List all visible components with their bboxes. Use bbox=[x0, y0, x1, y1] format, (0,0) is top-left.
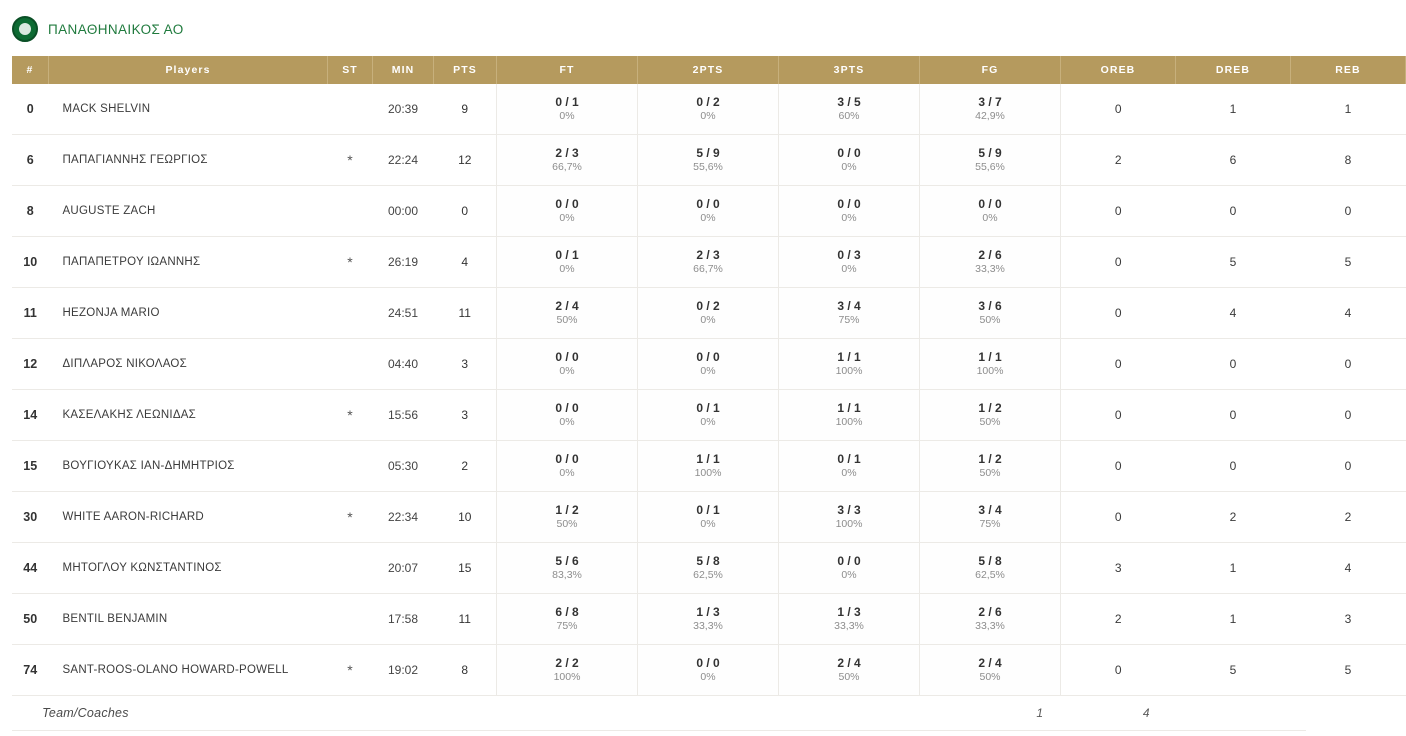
player-name[interactable]: ΜΗΤΟΓΛΟΥ ΚΩΝΣΤΑΝΤΙΝΟΣ bbox=[49, 543, 328, 594]
player-3pts-made: 3 / 3 bbox=[837, 503, 861, 518]
player-3pts-made: 0 / 3 bbox=[837, 248, 861, 263]
player-ft bbox=[497, 645, 638, 696]
column-header-dreb[interactable]: DREB bbox=[1176, 56, 1291, 84]
player-dreb: 6 bbox=[1176, 135, 1291, 186]
player-fg-pct: 100% bbox=[976, 365, 1004, 378]
player-dreb: 0 bbox=[1176, 186, 1291, 237]
player-oreb: 2 bbox=[1061, 135, 1176, 186]
player-number: 30 bbox=[12, 492, 49, 543]
table-row[interactable] bbox=[12, 390, 1406, 441]
player-starter-flag bbox=[328, 288, 373, 339]
player-2pts bbox=[638, 594, 779, 645]
player-fg bbox=[920, 339, 1061, 390]
footer-3pts bbox=[721, 696, 854, 731]
table-header-row bbox=[12, 56, 1406, 84]
player-starter-flag: * bbox=[328, 390, 373, 441]
player-fg bbox=[920, 645, 1061, 696]
player-points: 3 bbox=[434, 339, 497, 390]
player-2pts-pct: 62,5% bbox=[693, 569, 723, 582]
player-fg-pct: 42,9% bbox=[975, 110, 1005, 123]
player-fg-pct: 75% bbox=[979, 518, 1001, 531]
player-fg-pct: 62,5% bbox=[975, 569, 1005, 582]
player-name[interactable]: SANT-ROOS-OLANO HOWARD-POWELL bbox=[49, 645, 328, 696]
player-3pts-made: 1 / 1 bbox=[837, 401, 861, 416]
player-ft bbox=[497, 543, 638, 594]
column-header-oreb[interactable]: OREB bbox=[1061, 56, 1176, 84]
player-starter-flag: * bbox=[328, 645, 373, 696]
player-ft-pct: 50% bbox=[556, 314, 578, 327]
player-2pts-pct: 0% bbox=[700, 212, 716, 225]
table-row[interactable] bbox=[12, 441, 1406, 492]
player-starter-flag bbox=[328, 84, 373, 135]
player-2pts-made: 5 / 8 bbox=[696, 554, 720, 569]
player-starter-flag bbox=[328, 441, 373, 492]
player-2pts-made: 2 / 3 bbox=[696, 248, 720, 263]
player-fg-made: 1 / 1 bbox=[978, 350, 1002, 365]
player-fg bbox=[920, 492, 1061, 543]
player-fg-pct: 0% bbox=[982, 212, 998, 225]
player-points: 11 bbox=[434, 594, 497, 645]
player-3pts-pct: 100% bbox=[835, 518, 863, 531]
player-2pts-made: 0 / 0 bbox=[696, 197, 720, 212]
player-name[interactable]: ΠΑΠΑΓΙΑΝΝΗΣ ΓΕΩΡΓΙΟΣ bbox=[49, 135, 328, 186]
player-2pts-pct: 0% bbox=[700, 314, 716, 327]
player-fg bbox=[920, 543, 1061, 594]
column-header-st[interactable]: ST bbox=[328, 56, 373, 84]
player-2pts bbox=[638, 492, 779, 543]
player-reb: 0 bbox=[1291, 441, 1406, 492]
player-number: 8 bbox=[12, 186, 49, 237]
player-points: 10 bbox=[434, 492, 497, 543]
player-3pts bbox=[779, 594, 920, 645]
player-3pts-pct: 100% bbox=[835, 416, 863, 429]
player-fg-made: 5 / 9 bbox=[978, 146, 1002, 161]
player-2pts bbox=[638, 186, 779, 237]
player-name[interactable]: ΒΟΥΓΙΟΥΚΑΣ ΙΑΝ-ΔΗΜΗΤΡΙΟΣ bbox=[49, 441, 328, 492]
player-2pts bbox=[638, 84, 779, 135]
player-2pts-pct: 0% bbox=[700, 518, 716, 531]
player-fg-made: 1 / 2 bbox=[978, 401, 1002, 416]
player-points: 11 bbox=[434, 288, 497, 339]
player-2pts-made: 1 / 1 bbox=[696, 452, 720, 467]
player-3pts bbox=[779, 339, 920, 390]
player-ft bbox=[497, 390, 638, 441]
player-fg-pct: 33,3% bbox=[975, 263, 1005, 276]
player-name[interactable]: ΠΑΠΑΠΕΤΡΟΥ ΙΩΑΝΝΗΣ bbox=[49, 237, 328, 288]
player-2pts-pct: 0% bbox=[700, 110, 716, 123]
footer-dreb: 4 bbox=[1093, 696, 1199, 731]
player-3pts-made: 1 / 3 bbox=[837, 605, 861, 620]
player-fg bbox=[920, 135, 1061, 186]
player-3pts-pct: 100% bbox=[835, 365, 863, 378]
player-3pts-made: 3 / 4 bbox=[837, 299, 861, 314]
player-reb: 0 bbox=[1291, 339, 1406, 390]
player-oreb: 0 bbox=[1061, 441, 1176, 492]
player-reb: 4 bbox=[1291, 288, 1406, 339]
player-number: 11 bbox=[12, 288, 49, 339]
player-3pts-pct: 60% bbox=[838, 110, 860, 123]
player-reb: 8 bbox=[1291, 135, 1406, 186]
player-ft-pct: 0% bbox=[559, 416, 575, 429]
player-fg bbox=[920, 237, 1061, 288]
player-3pts-pct: 33,3% bbox=[834, 620, 864, 633]
player-fg-made: 2 / 6 bbox=[978, 248, 1002, 263]
player-2pts bbox=[638, 237, 779, 288]
player-name[interactable]: ΚΑΣΕΛΑΚΗΣ ΛΕΩΝΙΔΑΣ bbox=[49, 390, 328, 441]
player-ft-pct: 66,7% bbox=[552, 161, 582, 174]
player-2pts-made: 5 / 9 bbox=[696, 146, 720, 161]
player-2pts bbox=[638, 645, 779, 696]
player-ft-made: 0 / 0 bbox=[555, 452, 579, 467]
column-header-ft[interactable]: FT bbox=[497, 56, 638, 84]
player-ft-made: 0 / 1 bbox=[555, 248, 579, 263]
player-starter-flag bbox=[328, 186, 373, 237]
column-header-pts[interactable]: PTS bbox=[434, 56, 497, 84]
player-dreb: 1 bbox=[1176, 594, 1291, 645]
player-ft-pct: 0% bbox=[559, 467, 575, 480]
player-3pts bbox=[779, 288, 920, 339]
player-2pts bbox=[638, 135, 779, 186]
player-2pts-made: 0 / 2 bbox=[696, 95, 720, 110]
player-fg bbox=[920, 288, 1061, 339]
player-oreb: 0 bbox=[1061, 645, 1176, 696]
footer-reb bbox=[1199, 696, 1306, 731]
table-row[interactable] bbox=[12, 594, 1406, 645]
player-2pts bbox=[638, 339, 779, 390]
player-fg-made: 3 / 6 bbox=[978, 299, 1002, 314]
table-body bbox=[12, 84, 1406, 696]
player-oreb: 0 bbox=[1061, 390, 1176, 441]
player-oreb: 0 bbox=[1061, 492, 1176, 543]
player-fg-made: 2 / 4 bbox=[978, 656, 1002, 671]
player-3pts-made: 1 / 1 bbox=[837, 350, 861, 365]
player-minutes: 24:51 bbox=[373, 288, 434, 339]
footer-fg bbox=[854, 696, 987, 731]
footer-min bbox=[350, 696, 402, 731]
player-3pts-made: 3 / 5 bbox=[837, 95, 861, 110]
column-header-2pts[interactable]: 2PTS bbox=[638, 56, 779, 84]
team-coaches-label: Team/Coaches bbox=[40, 696, 313, 731]
player-points: 9 bbox=[434, 84, 497, 135]
player-fg-made: 3 / 7 bbox=[978, 95, 1002, 110]
footer-oreb: 1 bbox=[986, 696, 1092, 731]
player-ft-made: 1 / 2 bbox=[555, 503, 579, 518]
player-ft bbox=[497, 339, 638, 390]
player-fg-pct: 50% bbox=[979, 416, 1001, 429]
player-fg-made: 5 / 8 bbox=[978, 554, 1002, 569]
player-points: 2 bbox=[434, 441, 497, 492]
player-reb: 2 bbox=[1291, 492, 1406, 543]
player-dreb: 4 bbox=[1176, 288, 1291, 339]
player-starter-flag bbox=[328, 339, 373, 390]
player-name[interactable]: MACK SHELVIN bbox=[49, 84, 328, 135]
player-fg-made: 2 / 6 bbox=[978, 605, 1002, 620]
player-3pts bbox=[779, 441, 920, 492]
player-3pts-pct: 0% bbox=[841, 569, 857, 582]
player-minutes: 22:34 bbox=[373, 492, 434, 543]
player-ft-made: 6 / 8 bbox=[555, 605, 579, 620]
player-2pts-pct: 55,6% bbox=[693, 161, 723, 174]
player-number: 14 bbox=[12, 390, 49, 441]
player-2pts bbox=[638, 390, 779, 441]
column-header-fg[interactable]: FG bbox=[920, 56, 1061, 84]
player-number: 12 bbox=[12, 339, 49, 390]
player-2pts-pct: 0% bbox=[700, 416, 716, 429]
player-minutes: 05:30 bbox=[373, 441, 434, 492]
player-minutes: 17:58 bbox=[373, 594, 434, 645]
player-minutes: 20:07 bbox=[373, 543, 434, 594]
player-ft-made: 2 / 4 bbox=[555, 299, 579, 314]
player-points: 12 bbox=[434, 135, 497, 186]
player-minutes: 00:00 bbox=[373, 186, 434, 237]
team-coaches-table bbox=[12, 696, 1306, 731]
player-dreb: 2 bbox=[1176, 492, 1291, 543]
footer-ft bbox=[456, 696, 589, 731]
player-3pts bbox=[779, 135, 920, 186]
player-fg bbox=[920, 441, 1061, 492]
player-3pts-made: 0 / 1 bbox=[837, 452, 861, 467]
player-reb: 5 bbox=[1291, 645, 1406, 696]
column-header-min[interactable]: MIN bbox=[373, 56, 434, 84]
footer-spacer bbox=[12, 696, 40, 731]
player-ft bbox=[497, 492, 638, 543]
player-2pts bbox=[638, 543, 779, 594]
player-3pts bbox=[779, 186, 920, 237]
player-starter-flag bbox=[328, 594, 373, 645]
player-ft-pct: 83,3% bbox=[552, 569, 582, 582]
footer-2pts bbox=[589, 696, 722, 731]
footer-st bbox=[313, 696, 349, 731]
player-dreb: 1 bbox=[1176, 543, 1291, 594]
footer-pts bbox=[402, 696, 456, 731]
player-2pts bbox=[638, 288, 779, 339]
player-2pts-pct: 33,3% bbox=[693, 620, 723, 633]
player-reb: 4 bbox=[1291, 543, 1406, 594]
player-reb: 3 bbox=[1291, 594, 1406, 645]
player-name[interactable]: AUGUSTE ZACH bbox=[49, 186, 328, 237]
player-fg-pct: 55,6% bbox=[975, 161, 1005, 174]
player-minutes: 15:56 bbox=[373, 390, 434, 441]
player-3pts-made: 0 / 0 bbox=[837, 197, 861, 212]
player-ft-made: 2 / 2 bbox=[555, 656, 579, 671]
player-oreb: 0 bbox=[1061, 339, 1176, 390]
player-3pts-pct: 75% bbox=[838, 314, 860, 327]
player-number: 6 bbox=[12, 135, 49, 186]
team-coaches-row bbox=[12, 696, 1306, 731]
column-header-players[interactable]: Players bbox=[49, 56, 328, 84]
player-starter-flag: * bbox=[328, 237, 373, 288]
player-points: 8 bbox=[434, 645, 497, 696]
player-3pts-made: 0 / 0 bbox=[837, 146, 861, 161]
table-row[interactable] bbox=[12, 645, 1406, 696]
team-name: ΠΑΝΑΘΗΝΑΙΚΟΣ ΑΟ bbox=[48, 21, 184, 37]
player-3pts-pct: 0% bbox=[841, 212, 857, 225]
player-ft-pct: 75% bbox=[556, 620, 578, 633]
player-oreb: 3 bbox=[1061, 543, 1176, 594]
player-ft-made: 0 / 0 bbox=[555, 197, 579, 212]
player-number: 15 bbox=[12, 441, 49, 492]
player-3pts bbox=[779, 237, 920, 288]
player-points: 3 bbox=[434, 390, 497, 441]
player-minutes: 04:40 bbox=[373, 339, 434, 390]
player-2pts bbox=[638, 441, 779, 492]
player-2pts-made: 0 / 1 bbox=[696, 401, 720, 416]
player-3pts-pct: 0% bbox=[841, 161, 857, 174]
player-ft-made: 0 / 0 bbox=[555, 401, 579, 416]
player-name[interactable]: BENTIL BENJAMIN bbox=[49, 594, 328, 645]
player-fg bbox=[920, 84, 1061, 135]
player-ft bbox=[497, 288, 638, 339]
player-minutes: 20:39 bbox=[373, 84, 434, 135]
player-dreb: 5 bbox=[1176, 645, 1291, 696]
player-3pts bbox=[779, 645, 920, 696]
player-minutes: 19:02 bbox=[373, 645, 434, 696]
player-2pts-made: 0 / 0 bbox=[696, 350, 720, 365]
player-ft bbox=[497, 84, 638, 135]
player-3pts-pct: 50% bbox=[838, 671, 860, 684]
player-fg-made: 3 / 4 bbox=[978, 503, 1002, 518]
player-ft-made: 0 / 0 bbox=[555, 350, 579, 365]
player-fg bbox=[920, 186, 1061, 237]
player-fg bbox=[920, 594, 1061, 645]
table-row[interactable] bbox=[12, 84, 1406, 135]
player-name[interactable]: ΔΙΠΛΑΡΟΣ ΝΙΚΟΛΑΟΣ bbox=[49, 339, 328, 390]
column-header-3pts[interactable]: 3PTS bbox=[779, 56, 920, 84]
column-header-reb[interactable]: REB bbox=[1291, 56, 1406, 84]
player-fg-pct: 50% bbox=[979, 671, 1001, 684]
player-oreb: 0 bbox=[1061, 186, 1176, 237]
player-ft-made: 2 / 3 bbox=[555, 146, 579, 161]
player-dreb: 0 bbox=[1176, 441, 1291, 492]
table-row[interactable] bbox=[12, 135, 1406, 186]
player-3pts bbox=[779, 543, 920, 594]
player-starter-flag: * bbox=[328, 492, 373, 543]
player-ft bbox=[497, 441, 638, 492]
column-header-number[interactable]: # bbox=[12, 56, 49, 84]
player-ft bbox=[497, 135, 638, 186]
player-oreb: 0 bbox=[1061, 288, 1176, 339]
player-dreb: 0 bbox=[1176, 339, 1291, 390]
player-fg-pct: 50% bbox=[979, 314, 1001, 327]
player-number: 10 bbox=[12, 237, 49, 288]
player-ft-pct: 0% bbox=[559, 365, 575, 378]
team-header bbox=[0, 0, 1318, 56]
player-reb: 5 bbox=[1291, 237, 1406, 288]
table-row[interactable] bbox=[12, 339, 1406, 390]
player-reb: 1 bbox=[1291, 84, 1406, 135]
player-fg-made: 0 / 0 bbox=[978, 197, 1002, 212]
table-row[interactable] bbox=[12, 543, 1406, 594]
player-3pts-pct: 0% bbox=[841, 467, 857, 480]
player-oreb: 0 bbox=[1061, 237, 1176, 288]
player-2pts-pct: 0% bbox=[700, 365, 716, 378]
player-ft bbox=[497, 186, 638, 237]
player-2pts-made: 0 / 1 bbox=[696, 503, 720, 518]
table-row[interactable] bbox=[12, 288, 1406, 339]
player-fg-pct: 50% bbox=[979, 467, 1001, 480]
player-minutes: 22:24 bbox=[373, 135, 434, 186]
boxscore-table bbox=[12, 56, 1406, 696]
player-ft-pct: 0% bbox=[559, 263, 575, 276]
table-row[interactable] bbox=[12, 186, 1406, 237]
team-crest-icon bbox=[12, 16, 38, 42]
player-3pts-made: 0 / 0 bbox=[837, 554, 861, 569]
table-row[interactable] bbox=[12, 492, 1406, 543]
player-3pts bbox=[779, 84, 920, 135]
player-ft-pct: 0% bbox=[559, 110, 575, 123]
player-number: 50 bbox=[12, 594, 49, 645]
player-2pts-pct: 66,7% bbox=[693, 263, 723, 276]
player-oreb: 0 bbox=[1061, 84, 1176, 135]
player-name[interactable]: HEZONJA MARIO bbox=[49, 288, 328, 339]
player-ft bbox=[497, 594, 638, 645]
player-2pts-made: 1 / 3 bbox=[696, 605, 720, 620]
player-ft-pct: 50% bbox=[556, 518, 578, 531]
player-3pts bbox=[779, 492, 920, 543]
table-row[interactable] bbox=[12, 237, 1406, 288]
player-2pts-made: 0 / 0 bbox=[696, 656, 720, 671]
player-number: 0 bbox=[12, 84, 49, 135]
player-name[interactable]: WHITE AARON-RICHARD bbox=[49, 492, 328, 543]
player-points: 0 bbox=[434, 186, 497, 237]
player-fg-made: 1 / 2 bbox=[978, 452, 1002, 467]
player-ft-pct: 100% bbox=[553, 671, 581, 684]
player-reb: 0 bbox=[1291, 186, 1406, 237]
player-2pts-pct: 100% bbox=[694, 467, 722, 480]
player-ft bbox=[497, 237, 638, 288]
player-fg bbox=[920, 390, 1061, 441]
player-dreb: 1 bbox=[1176, 84, 1291, 135]
player-ft-made: 5 / 6 bbox=[555, 554, 579, 569]
player-minutes: 26:19 bbox=[373, 237, 434, 288]
player-2pts-pct: 0% bbox=[700, 671, 716, 684]
player-dreb: 5 bbox=[1176, 237, 1291, 288]
player-reb: 0 bbox=[1291, 390, 1406, 441]
player-starter-flag bbox=[328, 543, 373, 594]
player-points: 4 bbox=[434, 237, 497, 288]
player-3pts-made: 2 / 4 bbox=[837, 656, 861, 671]
player-3pts bbox=[779, 390, 920, 441]
player-number: 74 bbox=[12, 645, 49, 696]
player-dreb: 0 bbox=[1176, 390, 1291, 441]
player-3pts-pct: 0% bbox=[841, 263, 857, 276]
player-number: 44 bbox=[12, 543, 49, 594]
player-starter-flag: * bbox=[328, 135, 373, 186]
player-ft-made: 0 / 1 bbox=[555, 95, 579, 110]
player-ft-pct: 0% bbox=[559, 212, 575, 225]
player-oreb: 2 bbox=[1061, 594, 1176, 645]
player-fg-pct: 33,3% bbox=[975, 620, 1005, 633]
player-2pts-made: 0 / 2 bbox=[696, 299, 720, 314]
player-points: 15 bbox=[434, 543, 497, 594]
